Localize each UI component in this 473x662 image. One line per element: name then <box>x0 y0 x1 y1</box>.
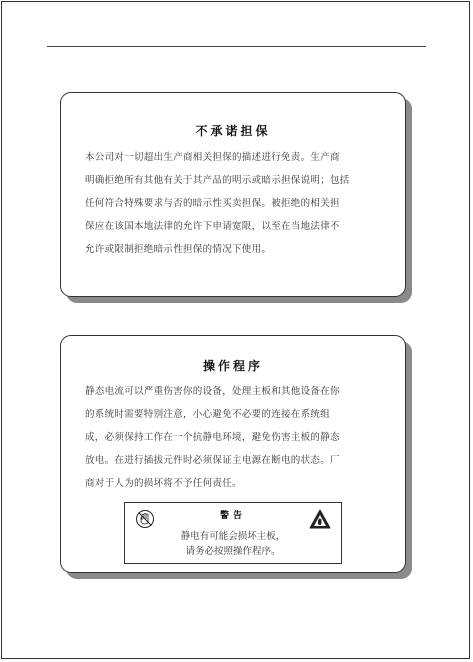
disclaimer-line: 允许或限制拒绝暗示性担保的情况下使用。 <box>85 244 272 255</box>
disclaimer-line: 明确拒绝所有其他有关于其产品的明示或暗示担保说明；包括 <box>85 175 350 186</box>
warning-line: 请务必按照操作程序。 <box>185 546 281 557</box>
esd-warning-triangle-icon <box>309 509 331 529</box>
procedure-body <box>85 380 381 495</box>
header-rule <box>47 46 426 47</box>
procedure-line: 的系统时需要特别注意，小心避免不必要的连接在系统组 <box>85 409 331 420</box>
disclaimer-body <box>85 146 381 261</box>
procedure-line: 静态电流可以严重伤害你的设备，处理主板和其他设备在你 <box>85 386 340 397</box>
procedure-line: 成，必须保持工作在一个抗静电环境，避免伤害主板的静态 <box>85 432 340 443</box>
disclaimer-card <box>60 92 406 297</box>
warning-box <box>124 502 342 564</box>
disclaimer-title: 不承诺担保 <box>195 124 271 138</box>
warning-line: 静电有可能会损坏主板， <box>180 531 286 542</box>
disclaimer-line: 本公司对一切超出生产商相关担保的描述进行免责。生产商 <box>85 152 340 163</box>
procedure-card <box>60 335 406 573</box>
procedure-line: 商对于人为的损坏将不予任何责任。 <box>85 478 242 489</box>
disclaimer-line: 任何符合特殊要求与否的暗示性买卖担保。被拒绝的相关担 <box>85 198 340 209</box>
warning-title: 警告 <box>219 511 246 521</box>
procedure-line: 放电。在进行插拔元件时必须保证主电源在断电的状态。厂 <box>85 455 340 466</box>
procedure-title: 操作程序 <box>202 359 263 373</box>
disclaimer-line: 保应在该国本地法律的允许下申请宽限，以至在当地法律不 <box>85 221 340 232</box>
